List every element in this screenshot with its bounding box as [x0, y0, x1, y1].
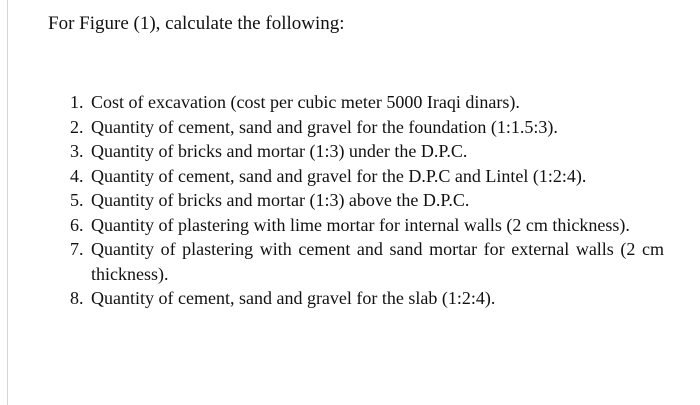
left-edge-line	[7, 0, 8, 405]
task-item-3	[70, 139, 664, 164]
task-number: 7.	[70, 239, 84, 259]
task-text: Quantity of plastering with cement and sand mortar for external walls (2 cm thickness).	[91, 239, 664, 284]
task-number: 5.	[70, 190, 84, 210]
task-item-8	[70, 286, 664, 311]
task-text: Quantity of cement, sand and gravel for the D.P.C and Lintel (1:2:4).	[91, 165, 587, 186]
task-number: 3.	[70, 141, 84, 161]
task-item-7	[70, 237, 664, 286]
task-item-1	[70, 90, 664, 115]
task-text: Quantity of bricks and mortar (1:3) above the D.P.C.	[91, 190, 470, 210]
task-text: Quantity of bricks and mortar (1:3) under the D.P.C.	[91, 141, 468, 161]
task-item-5	[70, 188, 664, 213]
task-text: Quantity of cement, sand and gravel for the foundation (1:1.5:3).	[91, 116, 558, 137]
task-item-4	[70, 164, 664, 189]
task-item-6	[70, 213, 664, 238]
task-text: Cost of excavation (cost per cubic meter 5000 Iraqi dinars).	[91, 92, 520, 112]
task-text: Quantity of cement, sand and gravel for the slab (1:2:4).	[91, 288, 496, 308]
task-number: 8.	[70, 288, 84, 308]
task-number: 2.	[70, 116, 84, 137]
question-intro: For Figure (1), calculate the following:	[48, 13, 345, 34]
task-text: Quantity of plastering with lime mortar for internal walls (2 cm thickness).	[91, 214, 630, 235]
task-number: 1.	[70, 92, 84, 112]
task-number: 4.	[70, 165, 84, 186]
task-list	[70, 90, 664, 311]
task-number: 6.	[70, 214, 84, 235]
task-item-2	[70, 115, 664, 140]
